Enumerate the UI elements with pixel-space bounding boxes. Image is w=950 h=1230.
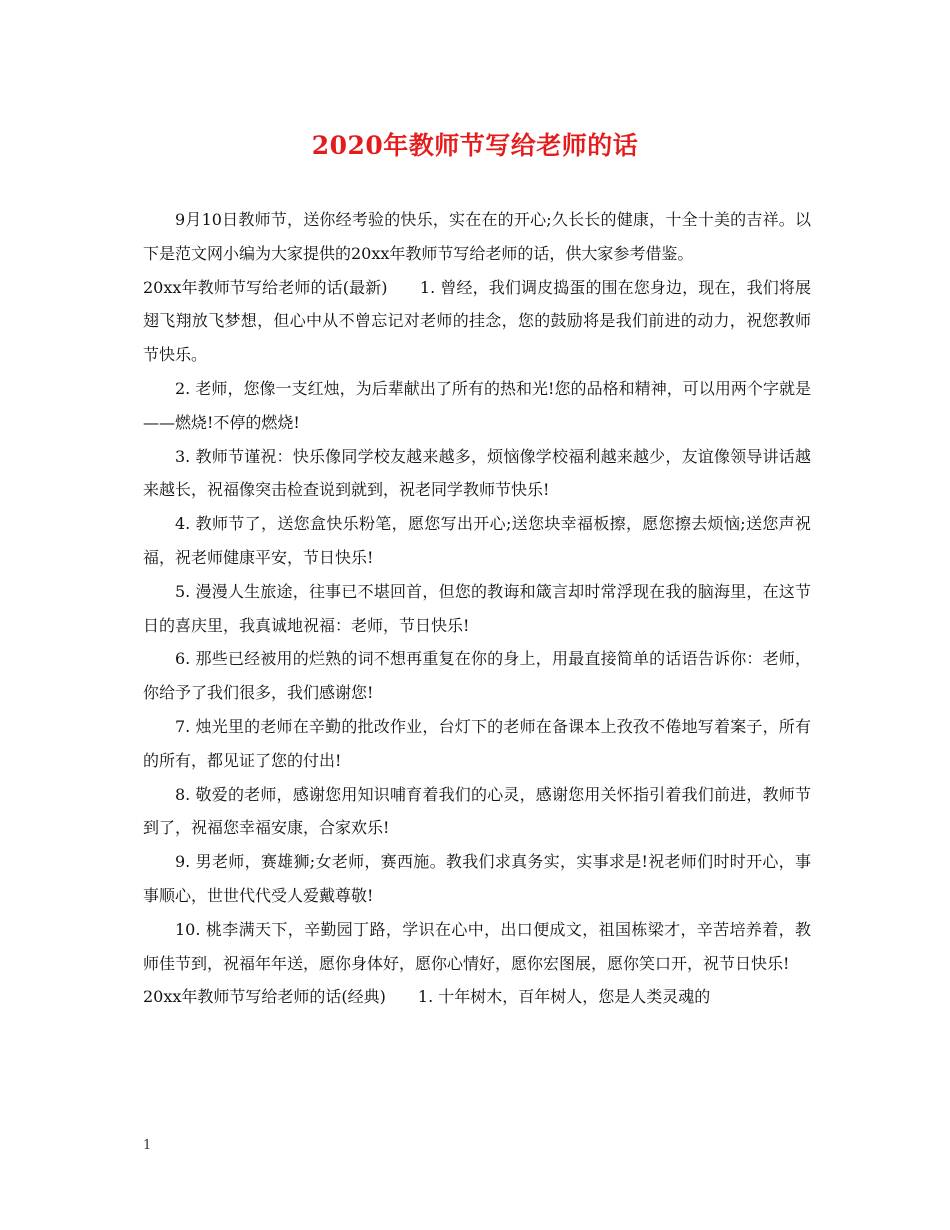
paragraph-intro: 9月10日教师节，送你经考验的快乐，实在在的开心;久长长的健康，十全十美的吉祥。以下是范文网小编为大家提供的20xx年教师节写给老师的话，供大家参考借鉴。 (143, 210, 811, 263)
document-body (143, 203, 811, 1014)
paragraph-item-5: 5. 漫漫人生旅途，往事已不堪回首，但您的教诲和箴言却时常浮现在我的脑海里，在这节日的喜庆里，我真诚地祝福：老师，节日快乐! (143, 581, 811, 635)
paragraph-item-3: 3. 教师节谨祝：快乐像同学校友越来越多，烦恼像学校福利越来越少，友谊像领导讲话越来越长，祝福像突击检查说到就到，祝老同学教师节快乐! (143, 446, 811, 500)
page-number: 1 (143, 1138, 152, 1153)
paragraph-item-7: 7. 烛光里的老师在辛勤的批改作业，台灯下的老师在备课本上孜孜不倦地写着案子，所有的所有，都见证了您的付出! (143, 716, 811, 770)
page-title: 2020年教师节写给老师的话 (311, 131, 639, 160)
paragraph-item-4: 4. 教师节了，送您盒快乐粉笔，愿您写出开心;送您块幸福板擦，愿您擦去烦恼;送您声祝福，祝老师健康平安，节日快乐! (143, 514, 811, 567)
paragraph-section-latest: 20xx年教师节写给老师的话(最新) 1. 曾经，我们调皮捣蛋的围在您身边，现在，我们将展翅飞翔放飞梦想，但心中从不曾忘记对老师的挂念，您的鼓励将是我们前进的动力，祝您教师节快乐。 (143, 277, 811, 365)
paragraph-item-6: 6. 那些已经被用的烂熟的词不想再重复在你的身上，用最直接简单的话语告诉你：老师，你给予了我们很多，我们感谢您! (143, 649, 811, 703)
paragraph-item-10: 10. 桃李满天下，辛勤园丁路，学识在心中，出口便成文，祖国栋梁才，辛苦培养着，教师佳节到，祝福年年送，愿你身体好，愿你心情好，愿你宏图展，愿你笑口开，祝节日快乐! (143, 919, 811, 973)
paragraph-item-2: 2. 老师，您像一支红烛，为后辈献出了所有的热和光!您的品格和精神，可以用两个字就是——燃烧!不停的燃烧! (143, 378, 811, 432)
paragraph-item-8: 8. 敬爱的老师，感谢您用知识哺育着我们的心灵，感谢您用关怀指引着我们前进，教师节到了，祝福您幸福安康，合家欢乐! (143, 784, 811, 838)
paragraph-section-classic: 20xx年教师节写给老师的话(经典) 1. 十年树木，百年树人，您是人类灵魂的 (143, 987, 711, 1007)
paragraph-item-9: 9. 男老师，赛雄狮;女老师，赛西施。教我们求真务实，实事求是!祝老师们时时开心，事事顺心，世世代代受人爱戴尊敬! (143, 852, 811, 905)
